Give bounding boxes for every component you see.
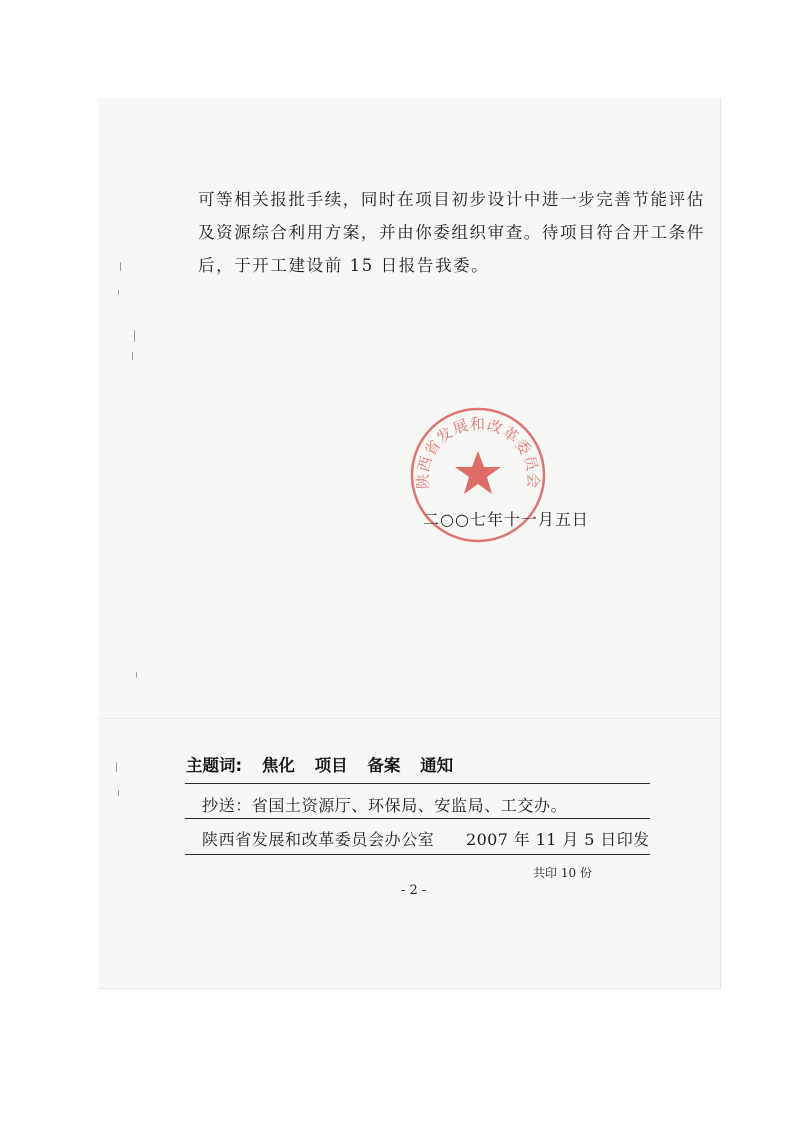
seal-text: 陕西省发展和改革委员会	[413, 415, 543, 490]
scan-speck	[120, 262, 121, 271]
scan-speck	[118, 290, 119, 295]
subject-keyword: 通知	[420, 756, 454, 775]
subject-keyword: 项目	[314, 756, 348, 775]
body-line: 可等相关报批手续，同时在项目初步设计中进一步完善节能评估	[198, 190, 705, 209]
footer-rule-middle	[185, 818, 650, 819]
seal-star-icon	[455, 451, 501, 494]
body-line: 及资源综合利用方案，并由你委组织审查。待项目符合开工条件	[198, 223, 705, 242]
scan-speck	[116, 762, 117, 772]
letter-body	[198, 183, 705, 282]
signing-date: 二○○七年十一月五日	[423, 510, 589, 529]
subject-label: 主题词:	[186, 756, 243, 775]
page-number: - 2 -	[401, 883, 427, 898]
scan-speck	[136, 672, 137, 678]
subject-keyword: 备案	[367, 756, 401, 775]
copy-count: 共印 10 份	[533, 866, 592, 880]
footer-rule-top	[185, 783, 650, 784]
scan-speck	[134, 330, 135, 342]
issue-date: 2007 年 11 月 5 日印发	[466, 830, 650, 849]
footer-rule-bottom	[185, 854, 650, 855]
page-fold-line	[98, 718, 720, 719]
issuing-office: 陕西省发展和改革委员会办公室	[202, 830, 435, 849]
scan-speck	[132, 352, 133, 360]
body-line: 后，于开工建设前 15 日报告我委。	[198, 256, 490, 275]
cc-line: 抄送：省国土资源厅、环保局、安监局、工交办。	[202, 796, 568, 815]
subject-keyword: 焦化	[261, 756, 295, 775]
scan-speck	[118, 790, 119, 796]
subject-keywords	[186, 752, 453, 776]
